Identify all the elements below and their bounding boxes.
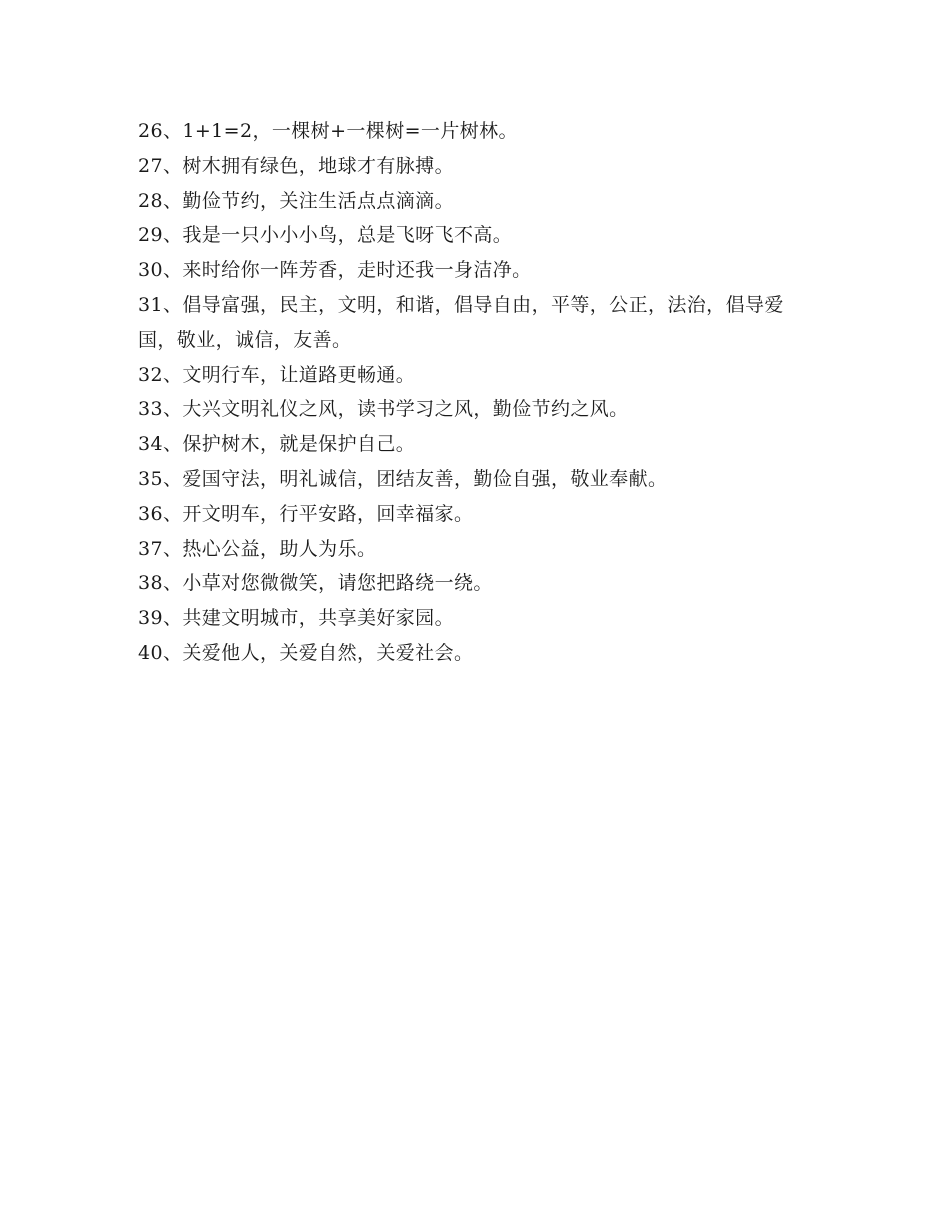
slogan-line: 29、我是一只小小小鸟，总是飞呀飞不高。 <box>138 224 513 247</box>
slogan-line: 28、勤俭节约，关注生活点点滴滴。 <box>138 189 454 212</box>
slogan-line: 35、爱国守法，明礼诚信，团结友善，勤俭自强，敬业奉献。 <box>138 467 668 490</box>
slogan-line: 31、倡导富强，民主，文明，和谐，倡导自由，平等，公正，法治，倡导爱国，敬业，诚信，友善。 <box>138 293 784 351</box>
slogan-list <box>138 114 818 671</box>
slogan-line: 32、文明行车，让道路更畅通。 <box>138 363 416 386</box>
slogan-line: 40、关爱他人，关爱自然，关爱社会。 <box>138 641 474 664</box>
slogan-line: 30、来时给你一阵芳香，走时还我一身洁净。 <box>138 259 532 282</box>
slogan-line: 36、开文明车，行平安路，回幸福家。 <box>138 502 474 525</box>
slogan-line: 26、1+1=2，一棵树+一棵树=一片树林。 <box>138 120 518 142</box>
slogan-line: 39、共建文明城市，共享美好家园。 <box>138 607 454 630</box>
slogan-line: 38、小草对您微微笑，请您把路绕一绕。 <box>138 572 493 595</box>
slogan-line: 27、树木拥有绿色，地球才有脉搏。 <box>138 154 454 177</box>
slogan-line: 34、保护树木，就是保护自己。 <box>138 433 416 456</box>
slogan-line: 37、热心公益，助人为乐。 <box>138 537 377 560</box>
slogan-line: 33、大兴文明礼仪之风，读书学习之风，勤俭节约之风。 <box>138 398 629 421</box>
